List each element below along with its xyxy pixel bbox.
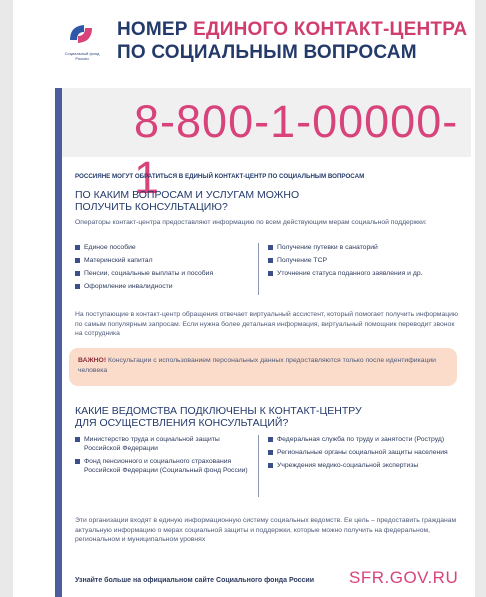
footer-text: Узнайте больше на официальном сайте Социального фонда России	[75, 577, 315, 584]
title-part1: НОМЕР	[117, 19, 194, 40]
phone-number[interactable]: 8-800-1-00000-1	[134, 96, 459, 203]
title-accent: ЕДИНОГО КОНТАКТ-ЦЕНТРА	[193, 19, 468, 40]
section1-heading-line2: ПОЛУЧИТЬ КОНСУЛЬТАЦИЮ?	[75, 201, 228, 213]
list-item: Пенсии, социальные выплаты и пособия	[75, 269, 255, 278]
column-divider	[258, 243, 259, 295]
section1-lead: Операторы контакт-центра предоставляют информацию по всем действующим мерам социальной поддержки:	[75, 219, 427, 226]
sfr-logo	[59, 16, 105, 72]
sfr-logo-icon	[67, 20, 95, 48]
notice-label: ВАЖНО!	[78, 357, 107, 364]
list-item: Уточнение статуса поданного заявления и др.	[268, 269, 458, 278]
assistant-text: На поступающие в контакт-центр обращения отвечает виртуальный ассистент, который помогает получить информацию по самым популярным запросам. Если нужна более детальная информация, виртуальный помощник переводит звонок на сотрудника	[75, 311, 459, 337]
section2-heading-line2: ДЛЯ ОСУЩЕСТВЛЕНИЯ КОНСУЛЬТАЦИЙ?	[75, 417, 289, 429]
list-item: Получение ТСР	[268, 256, 458, 265]
site-link[interactable]: SFR.GOV.RU	[349, 568, 459, 587]
section2-heading-line1: КАКИЕ ВЕДОМСТВА ПОДКЛЮЧЕНЫ К КОНТАКТ-ЦЕНТРУ	[75, 405, 362, 417]
list-item: Министерство труда и социальной защиты Российской Федерации	[75, 435, 255, 453]
list-item: Учреждения медико-социальной экспертизы	[268, 461, 448, 470]
important-notice	[69, 348, 457, 386]
logo-text: Социальный фонд России	[64, 51, 100, 61]
side-stripe	[55, 88, 62, 597]
agencies-list-right	[268, 435, 448, 474]
section1-heading	[75, 189, 405, 213]
page-title	[117, 18, 477, 64]
list-item: Фонд пенсионного и социального страхования Российской Федерации (Социальный фонд России)	[75, 457, 255, 475]
list-item: Региональные органы социальной защиты населения	[268, 448, 448, 457]
flyer-page	[13, 0, 475, 597]
intro-text: РОССИЯНЕ МОГУТ ОБРАТИТЬСЯ В ЕДИНЫЙ КОНТАКТ-ЦЕНТР ПО СОЦИАЛЬНЫМ ВОПРОСАМ	[75, 173, 365, 180]
section2-heading	[75, 405, 455, 429]
column-divider	[258, 435, 259, 497]
closing-text: Эти организации входят в единую информационную систему социальных ведомств. Ее цель – предоставить гражданам актуальную информацию о мерах социальной защиты и поддержки, которые можно получить на федеральном, региональном и муниципальном уровнях	[75, 517, 457, 543]
services-list-right	[268, 243, 458, 282]
title-line2: ПО СОЦИАЛЬНЫМ ВОПРОСАМ	[117, 42, 417, 63]
list-item: Единое пособие	[75, 243, 255, 252]
agencies-list-left	[75, 435, 255, 479]
list-item: Получение путевки в санаторий	[268, 243, 458, 252]
list-item: Материнский капитал	[75, 256, 255, 265]
list-item: Федеральная служба по труду и занятости (Роструд)	[268, 435, 448, 444]
services-list-left	[75, 243, 255, 295]
notice-text: Консультации с использованием персональных данных предоставляются только после идентификации человека	[78, 357, 436, 374]
list-item: Оформление инвалидности	[75, 282, 255, 291]
section1-heading-line1: ПО КАКИМ ВОПРОСАМ И УСЛУГАМ МОЖНО	[75, 189, 300, 201]
